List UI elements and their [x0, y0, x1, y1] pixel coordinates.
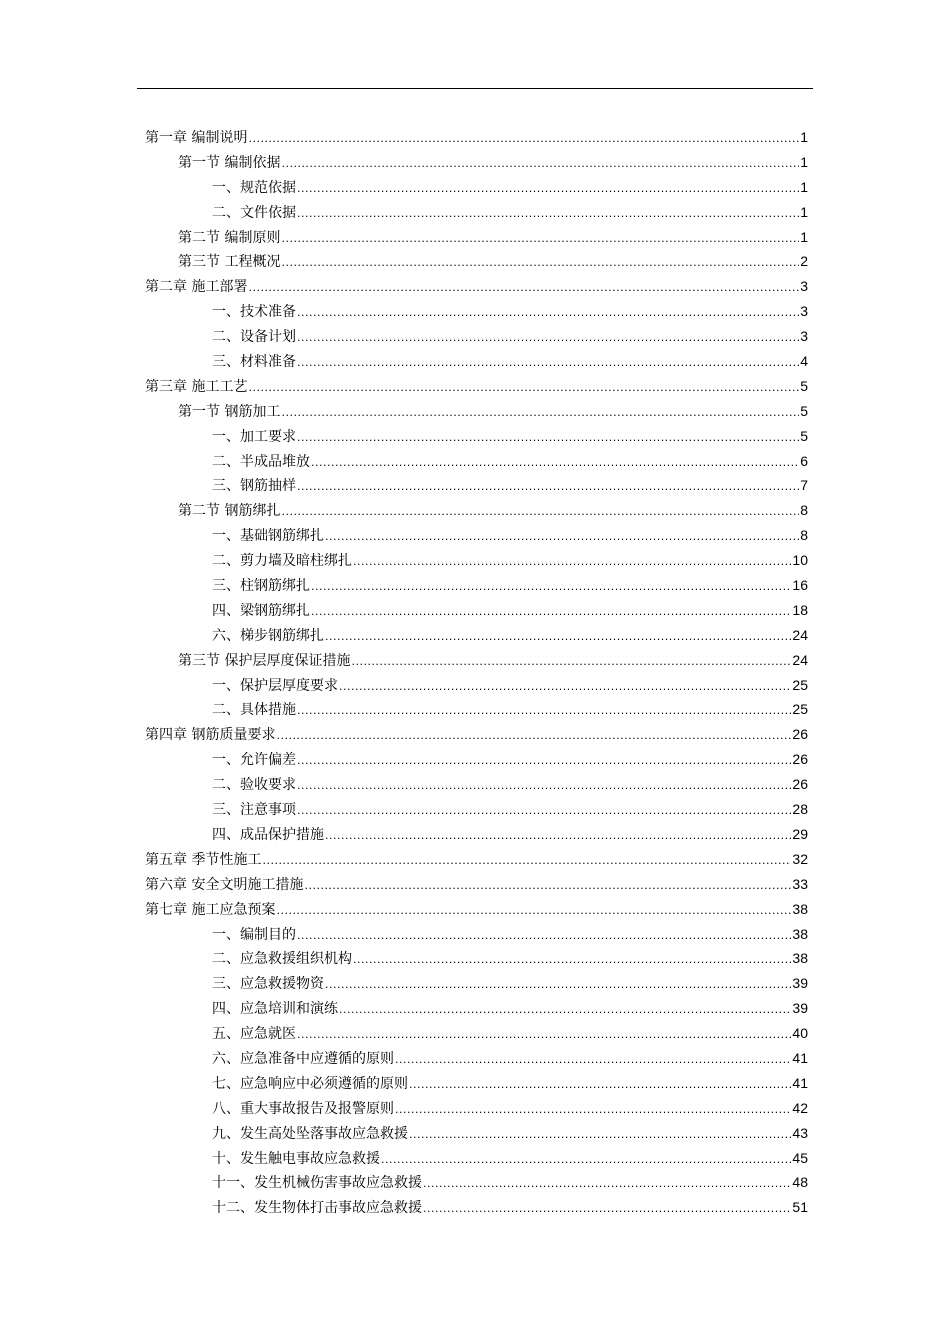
toc-entry-title: 十、发生触电事故应急救援	[212, 1150, 380, 1167]
toc-entry-title: 三、柱钢筋绑扎	[212, 578, 310, 595]
toc-entry[interactable]	[145, 1021, 808, 1046]
toc-page-number: 48	[792, 1174, 808, 1191]
toc-entry-title: 第一章 编制说明	[145, 130, 248, 146]
dot-leader	[297, 351, 799, 376]
toc-entry-title: 二、设备计划	[212, 329, 296, 346]
toc-entry-title: 一、加工要求	[212, 428, 296, 445]
toc-page-number: 41	[792, 1074, 808, 1091]
toc-page-number: 26	[792, 751, 808, 768]
dot-leader	[311, 600, 791, 625]
toc-entry-title: 二、验收要求	[212, 777, 296, 794]
toc-entry[interactable]	[145, 797, 808, 822]
toc-entry-title: 一、保护层厚度要求	[212, 677, 338, 694]
toc-entry-title: 二、半成品堆放	[212, 453, 310, 470]
toc-page-number: 38	[792, 950, 808, 967]
toc-page-number: 43	[792, 1124, 808, 1141]
toc-page-number: 25	[792, 676, 808, 693]
toc-entry[interactable]	[145, 648, 808, 673]
toc-page-number: 38	[792, 925, 808, 942]
toc-page-number: 5	[800, 402, 808, 419]
toc-entry-title: 五、应急就医	[212, 1026, 296, 1043]
dot-leader	[351, 650, 791, 675]
dot-leader	[297, 774, 791, 799]
toc-page-number: 7	[800, 477, 808, 494]
toc-entry[interactable]	[145, 523, 808, 548]
dot-leader	[281, 401, 799, 426]
dot-leader	[311, 451, 799, 476]
dot-leader	[353, 550, 791, 575]
toc-entry[interactable]	[145, 399, 808, 424]
toc-entry-title: 第二章 施工部署	[145, 279, 248, 296]
toc-entry[interactable]	[145, 225, 808, 250]
toc-entry[interactable]	[145, 1121, 808, 1146]
toc-page-number: 3	[800, 328, 808, 345]
toc-entry[interactable]	[145, 249, 808, 274]
toc-entry[interactable]	[145, 822, 808, 847]
toc-entry[interactable]	[145, 772, 808, 797]
toc-entry[interactable]	[145, 922, 808, 947]
toc-entry[interactable]	[145, 324, 808, 349]
dot-leader	[297, 1023, 791, 1048]
toc-entry-title: 一、基础钢筋绑扎	[212, 528, 324, 545]
dot-leader	[297, 177, 799, 202]
toc-entry[interactable]	[145, 598, 808, 623]
toc-page-number: 42	[792, 1099, 808, 1116]
toc-entry[interactable]	[145, 1195, 808, 1220]
dot-leader	[409, 1123, 791, 1148]
toc-page-number: 39	[792, 1000, 808, 1017]
toc-entry-title: 第一节 编制依据	[178, 154, 281, 171]
dot-leader	[248, 276, 799, 301]
dot-leader	[281, 251, 799, 276]
toc-entry-title: 第三节 工程概况	[178, 254, 281, 271]
toc-entry[interactable]	[145, 673, 808, 698]
toc-entry[interactable]	[145, 1071, 808, 1096]
toc-entry-title: 四、应急培训和演练	[212, 1001, 338, 1018]
toc-entry-title: 三、材料准备	[212, 354, 296, 371]
toc-entry[interactable]	[145, 897, 808, 922]
dot-leader	[297, 799, 791, 824]
toc-entry-title: 三、钢筋抽样	[212, 478, 296, 495]
toc-page-number: 25	[792, 701, 808, 718]
toc-page-number: 18	[792, 601, 808, 618]
dot-leader	[297, 924, 791, 949]
toc-entry[interactable]	[145, 623, 808, 648]
toc-entry[interactable]	[145, 747, 808, 772]
toc-page-number: 33	[792, 875, 808, 892]
dot-leader	[297, 301, 799, 326]
toc-entry[interactable]	[145, 1046, 808, 1071]
toc-page-number: 5	[800, 427, 808, 444]
dot-leader	[262, 849, 791, 874]
dot-leader	[276, 724, 791, 749]
toc-entry[interactable]	[145, 996, 808, 1021]
toc-entry-title: 四、梁钢筋绑扎	[212, 602, 310, 619]
toc-entry[interactable]	[145, 548, 808, 573]
dot-leader	[304, 874, 791, 899]
toc-entry-title: 第三节 保护层厚度保证措施	[178, 652, 351, 669]
dot-leader	[395, 1048, 791, 1073]
dot-leader	[276, 899, 791, 924]
dot-leader	[381, 1148, 791, 1173]
dot-leader	[281, 152, 799, 177]
toc-entry[interactable]	[145, 449, 808, 474]
table-of-contents	[145, 125, 808, 1220]
dot-leader	[297, 202, 799, 227]
toc-page-number: 4	[800, 353, 808, 370]
toc-page-number: 1	[800, 228, 808, 245]
toc-page-number: 3	[800, 303, 808, 320]
toc-entry-title: 第一节 钢筋加工	[178, 403, 281, 420]
toc-entry-title: 二、文件依据	[212, 204, 296, 221]
toc-entry-title: 第二节 钢筋绑扎	[178, 503, 281, 520]
toc-page-number: 24	[792, 626, 808, 643]
toc-entry[interactable]	[145, 299, 808, 324]
dot-leader	[353, 948, 791, 973]
toc-entry[interactable]	[145, 946, 808, 971]
dot-leader	[339, 998, 791, 1023]
toc-entry-title: 十一、发生机械伤害事故应急救援	[212, 1175, 422, 1192]
toc-page-number: 1	[800, 129, 808, 145]
toc-entry-title: 二、剪力墙及暗柱绑扎	[212, 553, 352, 570]
toc-entry-title: 一、技术准备	[212, 304, 296, 321]
dot-leader	[248, 127, 799, 152]
dot-leader	[297, 699, 791, 724]
toc-entry[interactable]	[145, 200, 808, 225]
toc-page-number: 10	[792, 552, 808, 569]
dot-leader	[409, 1073, 791, 1098]
dot-leader	[281, 500, 799, 525]
toc-entry[interactable]	[145, 872, 808, 897]
toc-entry[interactable]	[145, 722, 808, 747]
dot-leader	[297, 475, 799, 500]
toc-entry[interactable]	[145, 374, 808, 399]
toc-page-number: 6	[800, 452, 808, 469]
toc-entry-title: 九、发生高处坠落事故应急救援	[212, 1125, 408, 1142]
toc-entry[interactable]	[145, 274, 808, 299]
toc-entry-title: 第三章 施工工艺	[145, 378, 248, 395]
toc-entry[interactable]	[145, 349, 808, 374]
toc-entry[interactable]	[145, 175, 808, 200]
toc-entry[interactable]	[145, 473, 808, 498]
dot-leader	[281, 227, 799, 252]
toc-entry[interactable]	[145, 125, 808, 150]
toc-entry-title: 一、编制目的	[212, 926, 296, 943]
toc-entry-title: 第四章 钢筋质量要求	[145, 727, 276, 744]
dot-leader	[297, 426, 799, 451]
toc-page-number: 26	[792, 776, 808, 793]
toc-page-number: 1	[800, 203, 808, 220]
toc-entry-title: 十二、发生物体打击事故应急救援	[212, 1200, 422, 1217]
toc-page-number: 8	[800, 502, 808, 519]
toc-page-number: 5	[800, 377, 808, 394]
toc-entry-title: 三、注意事项	[212, 802, 296, 819]
dot-leader	[297, 749, 791, 774]
dot-leader	[297, 326, 799, 351]
toc-page-number: 32	[792, 850, 808, 867]
toc-page-number: 39	[792, 975, 808, 992]
toc-entry[interactable]	[145, 1096, 808, 1121]
toc-page-number: 3	[800, 278, 808, 295]
dot-leader	[423, 1197, 791, 1222]
toc-entry-title: 二、具体措施	[212, 702, 296, 719]
dot-leader	[423, 1172, 791, 1197]
toc-entry-title: 第二节 编制原则	[178, 229, 281, 246]
dot-leader	[325, 973, 791, 998]
toc-page-number: 2	[800, 253, 808, 270]
toc-entry-title: 八、重大事故报告及报警原则	[212, 1100, 394, 1117]
toc-entry-title: 一、规范依据	[212, 179, 296, 196]
toc-page-number: 41	[792, 1049, 808, 1066]
toc-entry-title: 六、梯步钢筋绑扎	[212, 627, 324, 644]
toc-entry[interactable]	[145, 1170, 808, 1195]
toc-entry[interactable]	[145, 424, 808, 449]
toc-entry[interactable]	[145, 150, 808, 175]
toc-page-number: 8	[800, 527, 808, 544]
toc-entry[interactable]	[145, 697, 808, 722]
toc-page-number: 51	[792, 1199, 808, 1216]
toc-entry-title: 六、应急准备中应遵循的原则	[212, 1050, 394, 1067]
toc-entry-title: 七、应急响应中必须遵循的原则	[212, 1075, 408, 1092]
toc-entry-title: 第六章 安全文明施工措施	[145, 876, 304, 893]
toc-page-number: 1	[800, 153, 808, 170]
toc-page-number: 28	[792, 801, 808, 818]
toc-entry-title: 二、应急救援组织机构	[212, 951, 352, 968]
toc-page-number: 38	[792, 900, 808, 917]
dot-leader	[325, 525, 799, 550]
toc-entry-title: 四、成品保护措施	[212, 826, 324, 843]
toc-entry[interactable]	[145, 573, 808, 598]
toc-page-number: 1	[800, 178, 808, 195]
header-rule	[137, 88, 813, 89]
dot-leader	[248, 376, 799, 401]
toc-entry[interactable]	[145, 847, 808, 872]
toc-entry[interactable]	[145, 1146, 808, 1171]
toc-page-number: 16	[792, 577, 808, 594]
toc-page-number: 29	[792, 825, 808, 842]
dot-leader	[395, 1098, 791, 1123]
toc-page-number: 45	[792, 1149, 808, 1166]
toc-page-number: 26	[792, 726, 808, 743]
dot-leader	[325, 824, 791, 849]
dot-leader	[339, 675, 791, 700]
dot-leader	[325, 625, 791, 650]
toc-entry-title: 一、允许偏差	[212, 752, 296, 769]
toc-page-number: 40	[792, 1025, 808, 1042]
toc-entry-title: 第七章 施工应急预案	[145, 901, 276, 918]
dot-leader	[311, 575, 791, 600]
toc-page-number: 24	[792, 651, 808, 668]
toc-entry-title: 第五章 季节性施工	[145, 851, 262, 868]
toc-entry[interactable]	[145, 971, 808, 996]
toc-entry-title: 三、应急救援物资	[212, 976, 324, 993]
toc-entry[interactable]	[145, 498, 808, 523]
